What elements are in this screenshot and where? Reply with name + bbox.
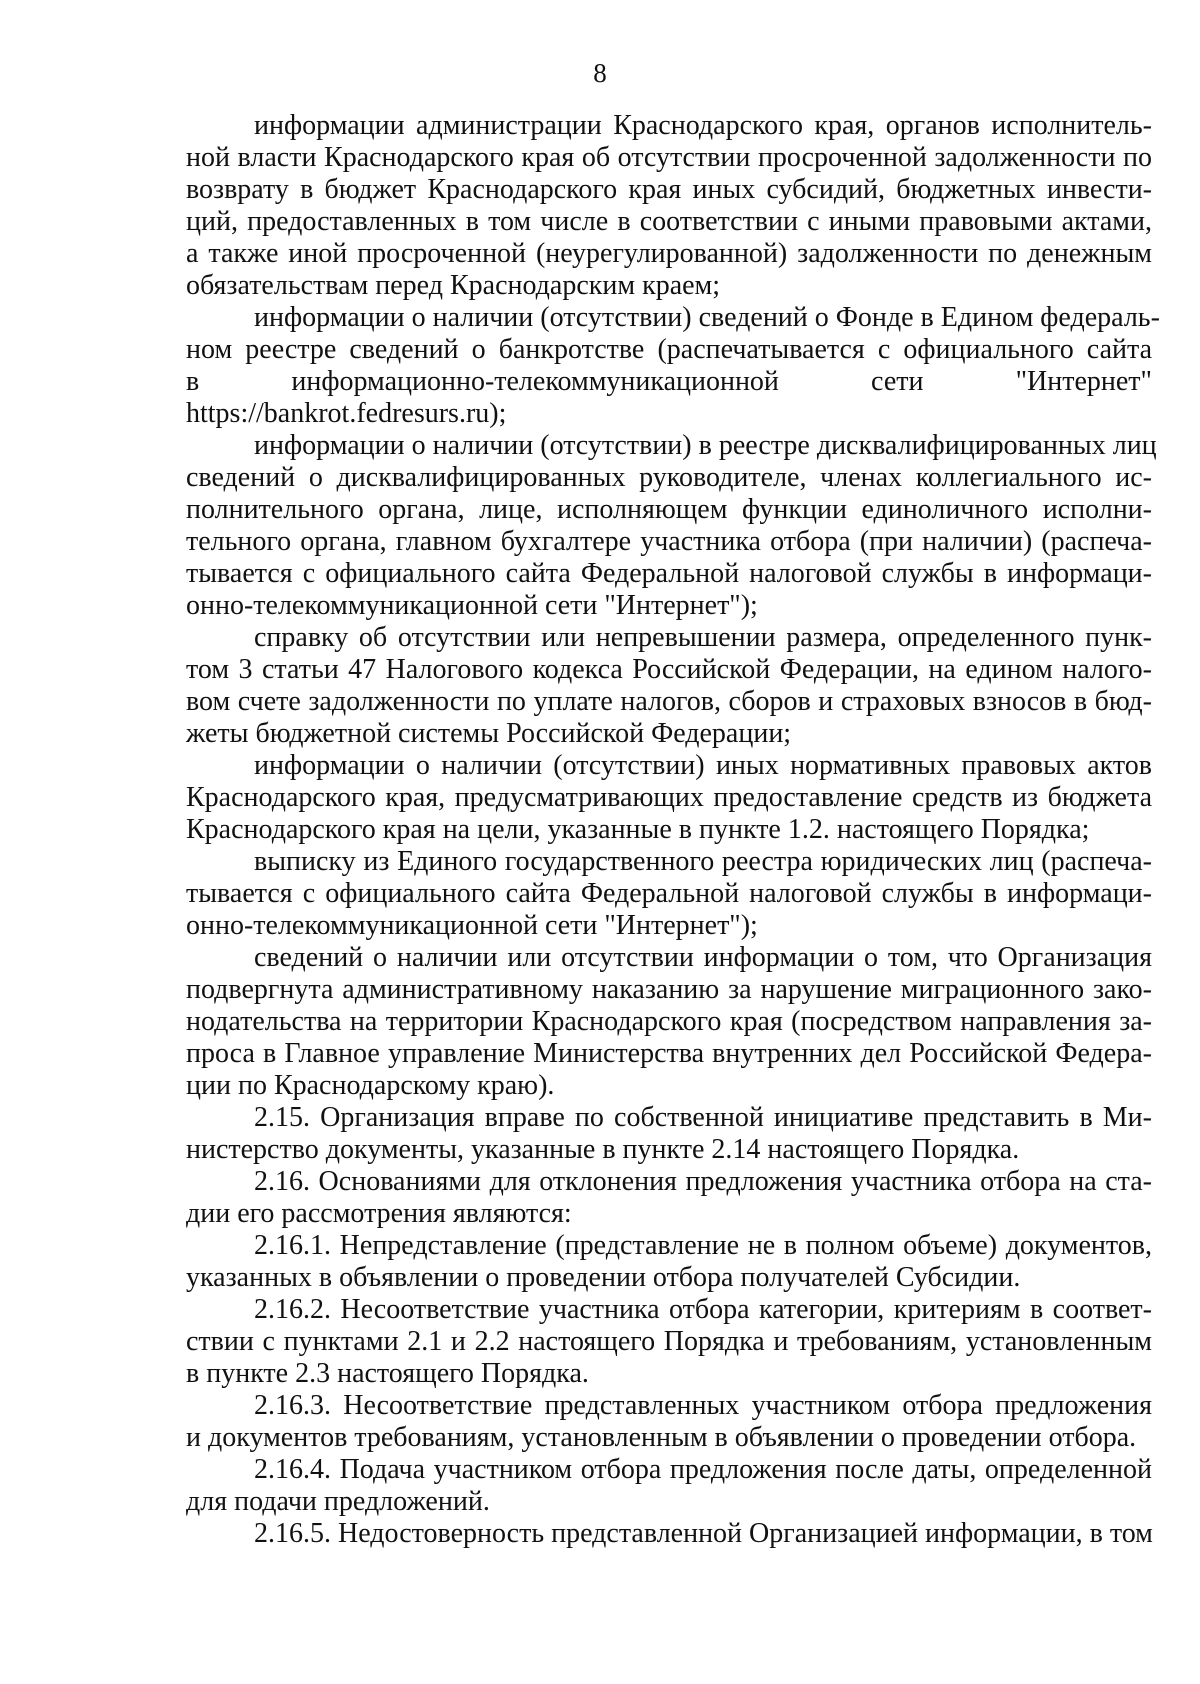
text-line: 2.16.5. Недостоверность представленной Организацией информации, в том xyxy=(254,1518,1153,1549)
text-line: Краснодарского края на цели, указанные в пункте 1.2. настоящего Порядка; xyxy=(186,814,1090,845)
text-line: вом счете задолженности по уплате налогов, сборов и страховых взносов в бюд- xyxy=(186,686,1152,717)
text-word: в xyxy=(186,366,200,397)
text-line: проса в Главное управление Министерства внутренних дел Российской Федера- xyxy=(186,1038,1152,1069)
text-line: тывается с официального сайта Федеральной налоговой службы в информаци- xyxy=(186,558,1152,589)
text-line: ствии с пунктами 2.1 и 2.2 настоящего Порядка и требованиям, установленным xyxy=(186,1326,1152,1357)
text-line: а также иной просроченной (неурегулированной) задолженности по денежным xyxy=(186,238,1152,269)
text-line: полнительного органа, лице, исполняющем функции единоличного исполни- xyxy=(186,494,1152,525)
text-line: нодательства на территории Краснодарского края (посредством направления за- xyxy=(186,1006,1152,1037)
text-line: ции по Краснодарскому краю). xyxy=(186,1070,555,1101)
text-line: информации о наличии (отсутствии) сведений о Фонде в Едином федераль- xyxy=(254,302,1160,333)
text-line: нистерство документы, указанные в пункте 2.14 настоящего Порядка. xyxy=(186,1134,1020,1165)
text-line: онно-телекоммуникационной сети "Интернет"); xyxy=(186,910,758,941)
text-line: https://bankrot.fedresurs.ru); xyxy=(186,398,507,429)
text-line-spread xyxy=(186,366,1152,398)
text-line: 2.16.1. Непредставление (представление не в полном объеме) документов, xyxy=(254,1230,1152,1261)
text-line: тывается с официального сайта Федеральной налоговой службы в информаци- xyxy=(186,878,1152,909)
text-line: ной власти Краснодарского края об отсутствии просроченной задолженности по xyxy=(186,142,1152,173)
text-line: 2.16.4. Подача участником отбора предложения после даты, определенной xyxy=(254,1454,1152,1485)
text-line: обязательствам перед Краснодарским краем; xyxy=(186,270,721,301)
text-line: 2.15. Организация вправе по собственной инициативе представить в Ми- xyxy=(254,1102,1152,1133)
page-number: 8 xyxy=(593,58,607,88)
text-line: тельного органа, главном бухгалтере участника отбора (при наличии) (распеча- xyxy=(186,526,1152,557)
text-line: дии его рассмотрения являются: xyxy=(186,1198,572,1229)
text-line: подвергнута административному наказанию за нарушение миграционного зако- xyxy=(186,974,1152,1005)
text-line: сведений о наличии или отсутствии информации о том, что Организация xyxy=(254,942,1152,973)
text-line: информации администрации Краснодарского края, органов исполнитель- xyxy=(254,110,1152,141)
text-line: для подачи предложений. xyxy=(186,1486,490,1517)
text-word: "Интернет" xyxy=(1015,366,1152,397)
text-line: жеты бюджетной системы Российской Федерации; xyxy=(186,718,792,749)
text-line: ном реестре сведений о банкротстве (распечатывается с официального сайта xyxy=(186,334,1152,365)
text-line: 2.16.3. Несоответствие представленных участником отбора предложения xyxy=(254,1390,1152,1421)
text-line: указанных в объявлении о проведении отбора получателей Субсидии. xyxy=(186,1262,1021,1293)
text-line: Краснодарского края, предусматривающих предоставление средств из бюджета xyxy=(186,782,1152,813)
text-line: и документов требованиям, установленным в объявлении о проведении отбора. xyxy=(186,1422,1137,1453)
text-line: онно-телекоммуникационной сети "Интернет"); xyxy=(186,590,758,621)
text-line: возврату в бюджет Краснодарского края иных субсидий, бюджетных инвести- xyxy=(186,174,1152,205)
text-line: информации о наличии (отсутствии) иных нормативных правовых актов xyxy=(254,750,1152,781)
text-word: информационно-телекоммуникационной xyxy=(291,366,779,397)
text-word: сети xyxy=(871,366,924,397)
text-line: 2.16. Основаниями для отклонения предложения участника отбора на ста- xyxy=(254,1166,1152,1197)
document-body xyxy=(186,110,1160,1550)
text-line: в пункте 2.3 настоящего Порядка. xyxy=(186,1358,589,1389)
text-line: сведений о дисквалифицированных руководителе, членах коллегиального ис- xyxy=(186,462,1152,493)
text-line: 2.16.2. Несоответствие участника отбора категории, критериям в соответ- xyxy=(254,1294,1152,1325)
text-line: справку об отсутствии или непревышении размера, определенного пунк- xyxy=(254,622,1152,653)
text-line: информации о наличии (отсутствии) в реестре дисквалифицированных лиц xyxy=(254,430,1157,461)
text-line: выписку из Единого государственного реестра юридических лиц (распеча- xyxy=(254,846,1152,877)
text-line: ций, предоставленных в том числе в соответствии с иными правовыми актами, xyxy=(186,206,1152,237)
text-line: том 3 статьи 47 Налогового кодекса Российской Федерации, на едином налого- xyxy=(186,654,1152,685)
